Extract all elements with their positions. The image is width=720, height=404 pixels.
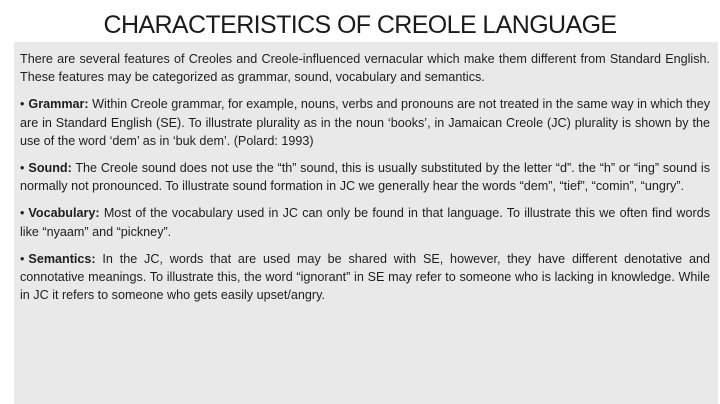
slide-title: CHARACTERISTICS OF CREOLE LANGUAGE (103, 11, 617, 39)
bullet-semantics (20, 250, 710, 305)
bullet-text: The Creole sound does not use the “th” sound, this is usually substituted by the letter “d”. the “h” or “ing” sound is normally not pronounced. To illustrate sound formation in JC we generally hear the words “dem”, “tief”, “comin”, “ungry”. (20, 161, 710, 194)
bullet-term: Vocabulary: (28, 206, 100, 221)
bullet-dot: • (20, 251, 25, 266)
bullet-sound (20, 159, 710, 195)
bullet-term: Semantics: (28, 251, 96, 266)
bullet-dot: • (20, 206, 25, 221)
bullet-vocabulary (20, 204, 710, 240)
bullet-text: In the JC, words that are used may be shared with SE, however, they have different denotative and connotative meanings. To illustrate this, the word “ignorant” in SE may refer to someone who is lacking in knowledge. While in JC it refers to someone who gets easily upset/angry. (20, 251, 710, 303)
bullet-grammar (20, 95, 710, 150)
content-box (14, 42, 718, 404)
bullet-text: Most of the vocabulary used in JC can only be found in that language. To illustrate this we often find words like “nyaam” and “pickney”. (20, 206, 710, 239)
bullet-term: Sound: (28, 161, 72, 176)
bullet-term: Grammar: (28, 97, 89, 112)
bullet-dot: • (20, 161, 25, 176)
intro-paragraph: There are several features of Creoles and Creole-influenced vernacular which make them different from Standard English. These features may be categorized as grammar, sound, vocabulary and semantics. (20, 52, 710, 85)
bullet-dot: • (20, 97, 25, 112)
bullet-text: Within Creole grammar, for example, nouns, verbs and pronouns are not treated in the same way in which they are in Standard English (SE). To illustrate plurality as in the noun ‘books’, in Jamaican Creole (JC) plurality is shown by the use of the word ‘dem’ as in ‘buk dem’. (Polard: 1993) (20, 97, 710, 148)
